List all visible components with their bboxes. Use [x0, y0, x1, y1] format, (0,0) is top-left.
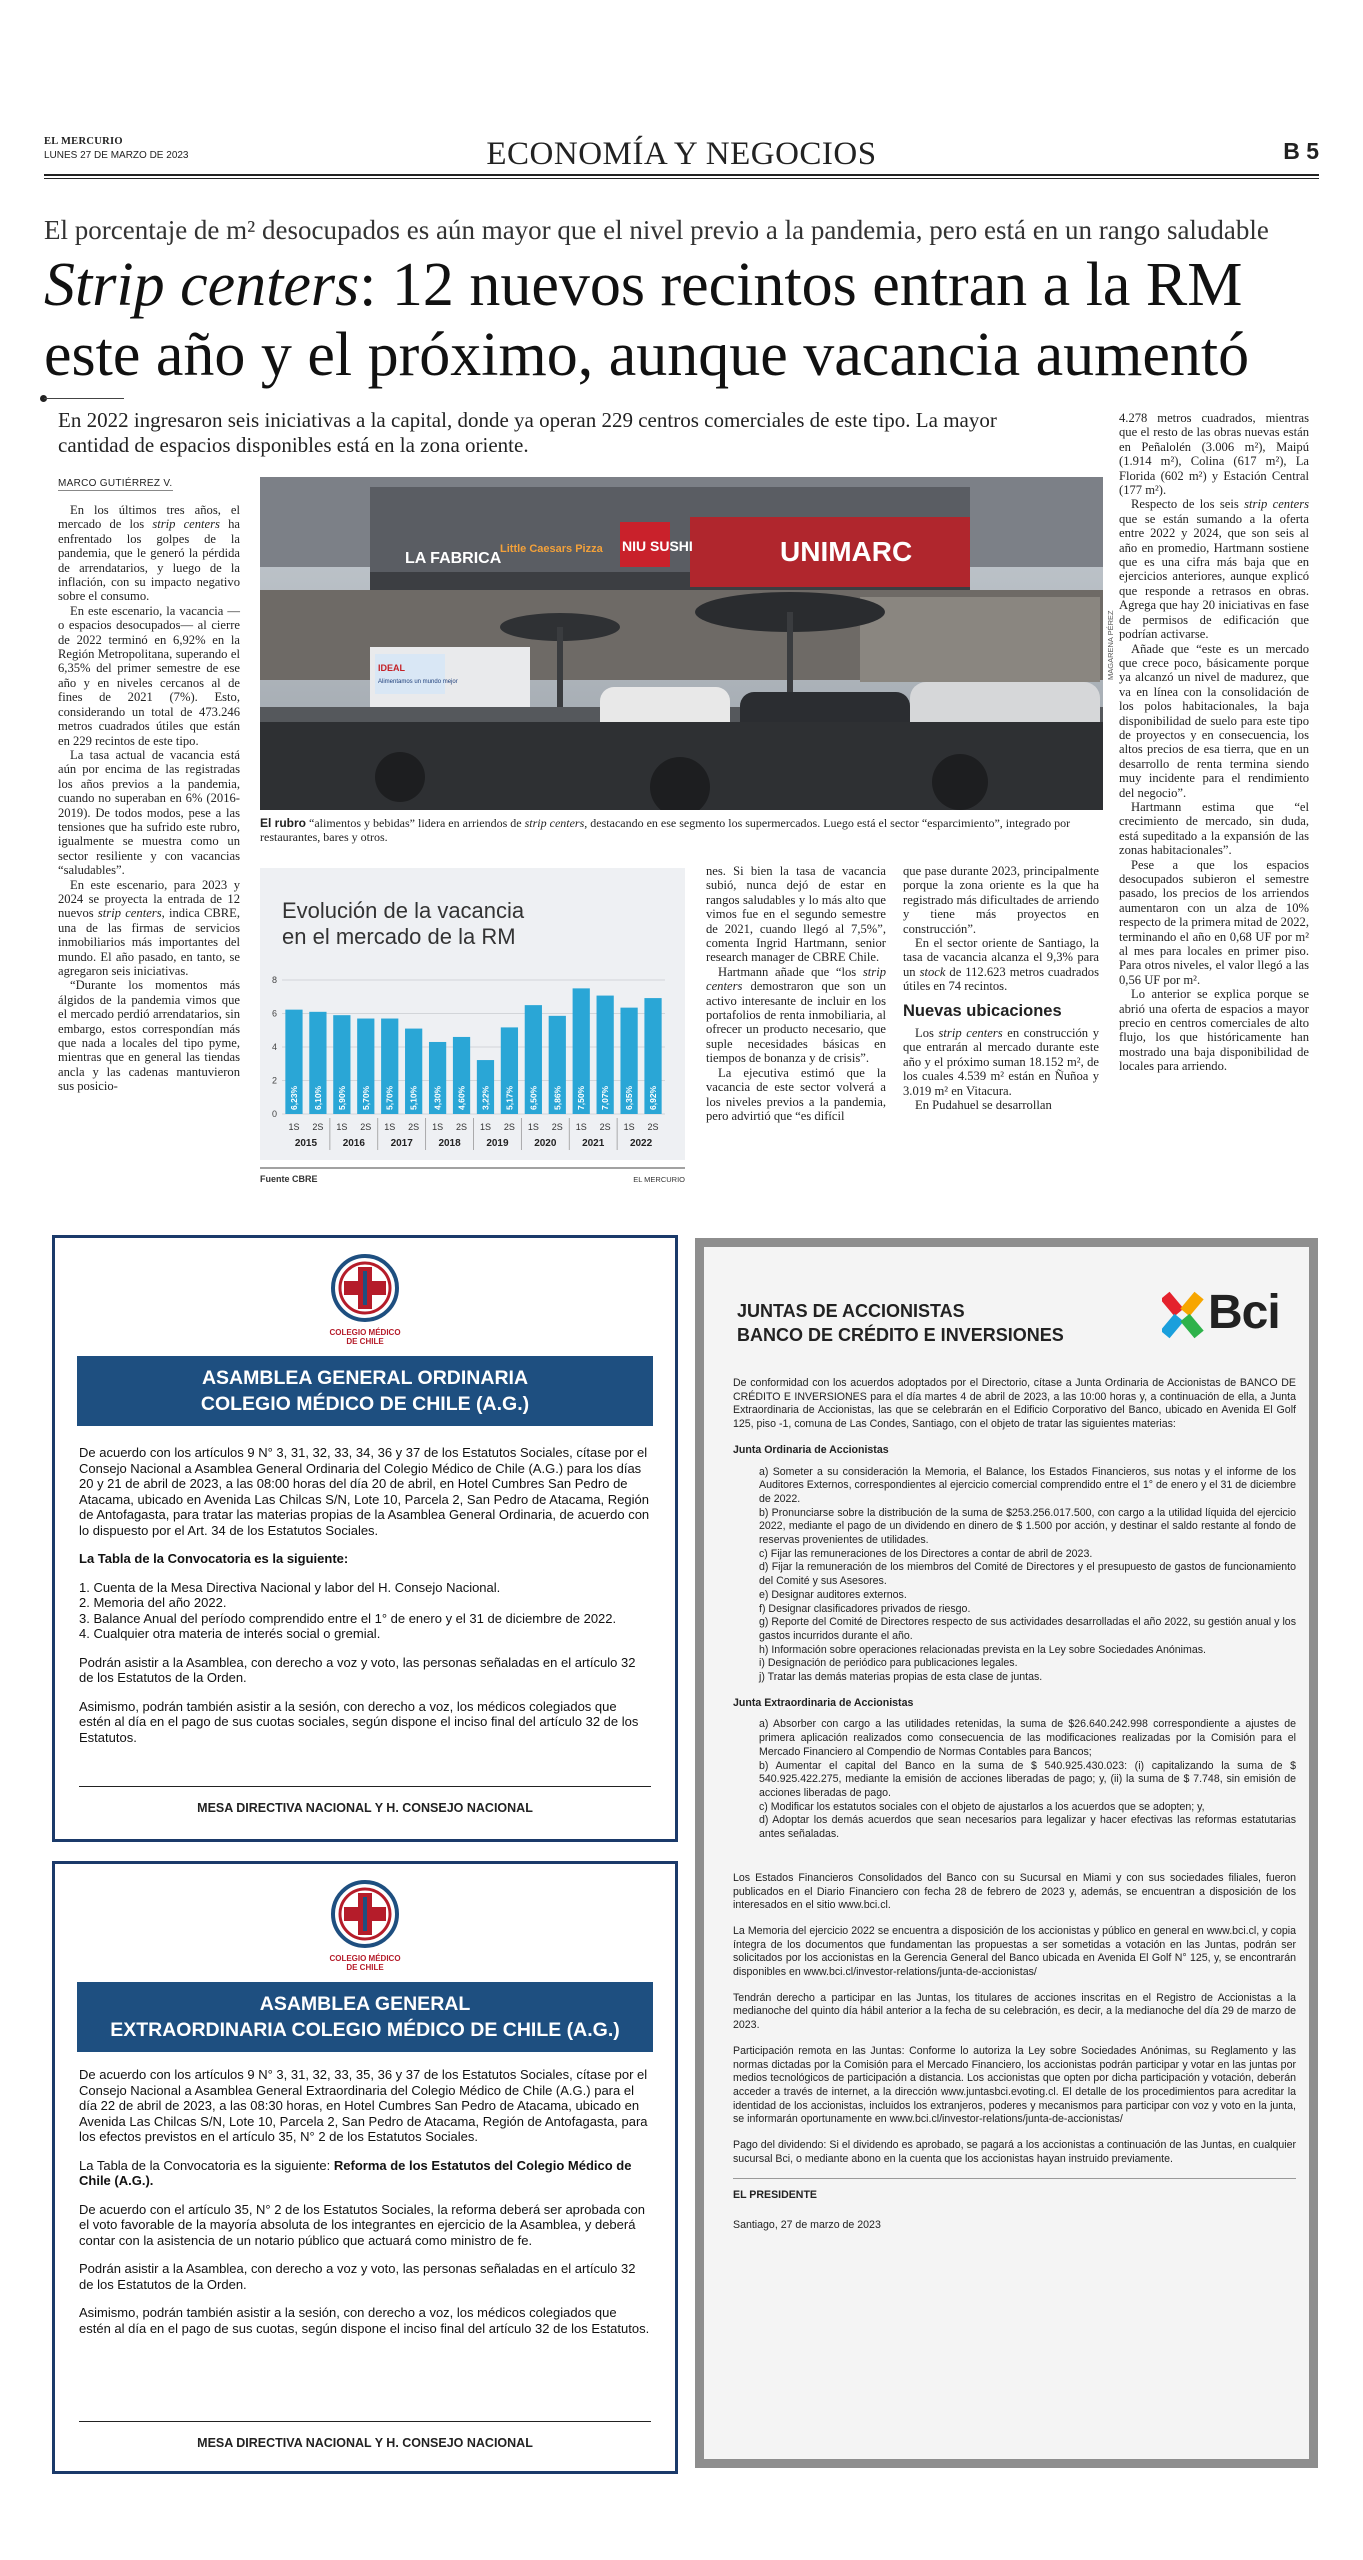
bar-value-label: 6,23%: [288, 1085, 299, 1110]
agenda-item: 4. Cualquier otra materia de interés social o gremial.: [79, 1626, 381, 1641]
notice-title-line1: ASAMBLEA GENERAL ORDINARIA: [201, 1367, 529, 1389]
paragraph: La ejecutiva estimó que la vacancia de este sector volverá a los niveles previos a la pandemia, pero advirtió que “es difícil: [706, 1065, 886, 1123]
logo-caption: COLEGIO MÉDICO DE CHILE: [329, 1954, 401, 1972]
x-tick-label: 2S: [456, 1122, 468, 1132]
bci-paragraph: Tendrán derecho a participar en las Juntas, los titulares de acciones inscritas en el Registro de Accionistas a la medianoche del quinto día hábil anterior a la fecha de su celebración, es decir, a la medianoche del día 29 de marzo de 2023.: [733, 1991, 1296, 2032]
x-tick-label: 2S: [312, 1122, 324, 1132]
notice-paragraph: De acuerdo con el artículo 35, N° 2 de los Estatutos Sociales, la reforma deberá ser aprobada con el voto favorable de la mayoría absoluta de los integrantes en ejercicio de la Asamblea, y deberá contar con la asistencia de un notario público que actuará como ministro de fe.: [79, 2201, 645, 2248]
headline-italic: Strip centers: [44, 251, 360, 319]
medical-cross-icon: [330, 1253, 400, 1323]
bar-value-label: 4,30%: [432, 1085, 443, 1110]
bci-x-icon: [1162, 1287, 1206, 1343]
bar-value-label: 5,70%: [384, 1085, 395, 1110]
paragraph: que pase durante 2023, principalmente porque la zona oriente es la que ha registrado más dificultades de arriendo y tiene más proyectos en construcción”.: [903, 864, 1099, 936]
paragraph: Respecto de los seis strip centers que se están sumando a la oferta entre 2022 y 2024, que son seis al año en promedio, Hartmann sostiene que es una cifra más baja que en ejercicios anteriores, aunque explicó que responde a retrasos en obras. Agrega que hay 20 iniciativas en fase de permisos de edificación que podrían activarse.: [1119, 497, 1309, 642]
agenda-item: b) Pronunciarse sobre la distribución de la suma de $253.256.017.500, con cargo a la utilidad líquida del ejercicio 2022, mediante el pago de un dividendo en dinero de $ 1.500 por acción, y destinar el saldo restante al fondo de reservas provenientes de utilidades.: [759, 1506, 1296, 1547]
x-tick-label: 2S: [647, 1122, 659, 1132]
notice-title-line2: COLEGIO MÉDICO DE CHILE (A.G.): [200, 1393, 530, 1415]
paragraph: nes. Si bien la tasa de vacancia subió, nunca dejó de estar en rangos saludables y lo más alto que vimos fue en el segundo semestre de 2021, cuando llegó al 7,5%”, comenta Ingrid Hartmann, senior research manager de CBRE Chile.: [706, 864, 886, 965]
bar-value-label: 7,07%: [600, 1085, 611, 1110]
bar-value-label: 5,10%: [408, 1085, 419, 1110]
page-number: B 5: [1283, 138, 1319, 164]
paragraph: “Durante los momentos más álgidos de la pandemia vimos que el mercado perdió arrendatarios, sin embargo, estos correspondían más que nada a locales del tipo pyme, mientras que en general las tiendas ancla y las cadenas mantuvieron sus posicio-: [58, 978, 240, 1094]
paragraph: Hartmann estima que “el crecimiento de mercado, sin duda, está supeditado a la expansión de las zonas habitacionales”.: [1119, 799, 1309, 858]
bar-value-label: 5,90%: [336, 1085, 347, 1110]
medical-cross-icon: [330, 1879, 400, 1949]
notice-paragraph: De acuerdo con los artículos 9 N° 3, 31, 32, 33, 34, 36 y 37 de los Estatutos Sociales, cítase por el Consejo Nacional a Asamblea General Ordinaria del Colegio Médico de Chile (A.G.) para los días 20 y 21 de abril de 2023, a las 08:00 horas del día 20 de abril, en Hotel Cumbres San Pedro de Atacama, ubicado en Avenida Las Chilcas S/N, Lote 10, Parcela 2, San Pedro de Atacama, Región de Antofagasta, para tratar las materias propias de la Asamblea General Ordinaria, de acuerdo con lo dispuesto por el Art. 34 de los Estatutos Sociales.: [79, 1445, 650, 1538]
publication-date: LUNES 27 DE MARZO DE 2023: [44, 150, 189, 161]
bci-logo: [1162, 1285, 1292, 1345]
bci-wordmark: Bci: [1208, 1286, 1280, 1339]
subsection-heading: Nuevas ubicaciones: [903, 1001, 1062, 1020]
agenda-item: c) Fijar las remuneraciones de los Directores a contar de abril de 2023.: [759, 1547, 1093, 1560]
agenda-item: b) Aumentar el capital del Banco en la suma de $ 540.925.430.023: (i) capitalizando la suma de $ 540.925.422.275, mediante la emisión de acciones liberadas de pago; y, (ii) la suma de $ 7.748, sin emisión de acciones liberadas de pago.: [759, 1759, 1296, 1799]
x-tick-label: 1S: [623, 1122, 635, 1132]
notice-asamblea-ordinaria: [52, 1235, 678, 1842]
x-year-label: 2017: [390, 1138, 413, 1149]
notice-paragraph: Asimismo, podrán también asistir a la sesión, con derecho a voz, los médicos colegiados que estén al día en el pago de sus cuotas sociales, según dispone el inciso final del artículo 32 de los Estatutos.: [79, 1698, 639, 1745]
article-column-3: [903, 864, 1099, 1113]
bci-place-date: Santiago, 27 de marzo de 2023: [733, 2219, 881, 2232]
chart-title-line2: en el mercado de la RM: [282, 924, 516, 949]
photo-credit: MAGARENA PÉREZ: [1106, 610, 1115, 680]
article-subhead: En 2022 ingresaron seis iniciativas a la capital, donde ya operan 229 centros comerciales de este tipo. La mayor cantidad de espacios disponibles está en la zona oriente.: [58, 408, 997, 457]
x-year-label: 2019: [486, 1138, 509, 1149]
extraordinaria-heading: Junta Extraordinaria de Accionistas: [733, 1696, 914, 1709]
y-tick-label: 0: [272, 1109, 278, 1119]
paragraph: En el sector oriente de Santiago, la tasa de vacancia alcanza el 9,3% para un stock de 112.623 metros cuadrados útiles en 74 recintos.: [903, 936, 1099, 994]
agenda-item: 3. Balance Anual del período comprendido entre el 1° de enero y el 31 de diciembre de 2022.: [79, 1610, 617, 1626]
colegio-medico-logo: [325, 1253, 405, 1348]
agenda-item: g) Reporte del Comité de Directores respecto de sus actividades desarrolladas el año 2022, su gestión anual y los gastos incurridos durante el año.: [759, 1616, 1296, 1642]
notice-title-line2: EXTRAORDINARIA COLEGIO MÉDICO DE CHILE (A.G.): [110, 2019, 620, 2041]
agenda-item: i) Designación de periódico para publicaciones legales.: [759, 1657, 1018, 1670]
paragraph: En Pudahuel se desarrollan: [915, 1098, 1052, 1113]
notice-paragraph: Podrán asistir a la Asamblea, con derecho a voz y voto, las personas señaladas en el artículo 32 de los Estatutos de la Orden.: [79, 1654, 636, 1685]
vacancy-chart-svg: [260, 868, 685, 1186]
notice-title-bar: [77, 1356, 653, 1426]
chart-source: Fuente CBRE: [260, 1174, 318, 1184]
bci-title-line2: BANCO DE CRÉDITO E INVERSIONES: [737, 1325, 1064, 1345]
agenda-item: 2. Memoria del año 2022.: [79, 1595, 227, 1610]
bar-value-label: 5,70%: [360, 1085, 371, 1110]
agenda-item: f) Designar clasificadores privados de riesgo.: [759, 1602, 971, 1615]
notice-asamblea-extraordinaria: [52, 1861, 678, 2474]
bar-value-label: 6,35%: [624, 1085, 635, 1110]
vacancy-chart: [260, 868, 685, 1186]
x-year-label: 2018: [438, 1138, 461, 1149]
paragraph: En los últimos tres años, el mercado de los strip centers ha enfrentado los golpes de la pandemia, que le generó la pérdida de arrendatarios, y luego de la inflación, con su impacto negativo sobre el consumo.: [58, 503, 240, 604]
x-tick-label: 1S: [384, 1122, 396, 1132]
x-tick-label: 1S: [479, 1122, 491, 1132]
logo-caption: COLEGIO MÉDICO DE CHILE: [329, 1328, 401, 1346]
paragraph: Los strip centers en construcción y que entrarán al mercado durante este año y el próximo suman 18.152 m², de los cuales 4.539 m² están en Ñuñoa y 3.019 m² en Vitacura.: [903, 1026, 1099, 1098]
x-tick-label: 1S: [527, 1122, 539, 1132]
byline: MARCO GUTIÉRREZ V.: [58, 478, 173, 489]
bci-signature: EL PRESIDENTE: [733, 2178, 1296, 2203]
tabla-heading: La Tabla de la Convocatoria es la siguiente:: [79, 1551, 349, 1566]
bci-paragraph: Pago del dividendo: Si el dividendo es aprobado, se pagará a los accionistas a continuación de las Juntas, en cualquier sucursal Bci, o mediante abono en la cuenta que los accionistas hayan instruido previamente.: [733, 2139, 1296, 2165]
paragraph: Añade que “este es un mercado que crece poco, básicamente porque ya alcanzó un nivel de madurez, que va en línea con la consolidación de los polos habitacionales, la baja disponibilidad de suelo para este tipo de proyectos y en consecuencia, los altos precios de esa tierra, que en un desarrollo de renta termina siendo muy incidente para el rendimiento del negocio”.: [1119, 641, 1309, 800]
notice-paragraph: Asimismo, podrán también asistir a la sesión, con derecho a voz, los médicos colegiados que estén al día en el pago de sus cuotas, según dispone el inciso final del artículo 32 de los Estatutos.: [79, 2305, 650, 2336]
notice-bci-juntas: [695, 1238, 1318, 2468]
y-tick-label: 2: [272, 1075, 278, 1086]
paragraph: En este escenario, para 2023 y 2024 se proyecta la entrada de 12 nuevos strip centers, indica CBRE, una de las firmas de servicios inmobiliarios más importantes del mundo. El año pasado, en tanto, se agregaron seis iniciativas.: [58, 877, 240, 978]
notice-body: [79, 1445, 651, 1758]
agenda-item: j) Tratar las demás materias propias de esta clase de juntas.: [759, 1671, 1043, 1684]
sign-niu-sushi: NIU SUSHI: [622, 538, 693, 554]
bar-value-label: 6,10%: [312, 1085, 323, 1110]
article-headline: [44, 250, 1334, 390]
agenda-item: a) Someter a su consideración la Memoria, el Balance, los Estados Financieros, sus notas y el informe de los Auditores Externos, correspondientes al ejercicio comercial comprendido entre el 1° de enero y el 31 de diciembre de 2022.: [759, 1465, 1296, 1505]
sign-unimarc: UNIMARC: [780, 536, 913, 567]
x-tick-label: 2S: [408, 1122, 420, 1132]
newspaper-name: EL MERCURIO: [44, 136, 123, 147]
notice-signature: MESA DIRECTIVA NACIONAL Y H. CONSEJO NACIONAL: [79, 2421, 651, 2450]
paragraph: En este escenario, la vacancia —o espacios desocupados— al cierre de 2022 terminó en 6,92% en la Región Metropolitana, superando el 6,35% del primer semestre de ese año y en niveles cercanos al de fines de 2021 (7%). Esto, considerando un total de 473.246 metros cuadrados útiles que están en 229 recintos de este tipo.: [58, 603, 240, 748]
agenda-item: d) Fijar la remuneración de los miembros del Comité de Directores y el presupuesto de gastos de funcionamiento del Comité y sus Asesores.: [759, 1561, 1296, 1588]
agenda-item: d) Adoptar los demás acuerdos que sean necesarios para legalizar y hacer efectivas las reformas estatutarias antes señaladas.: [759, 1814, 1296, 1841]
bar-value-label: 4,60%: [456, 1085, 467, 1110]
x-year-label: 2021: [582, 1138, 605, 1149]
paragraph: Pese a que los espacios desocupados subieron el semestre pasado, los precios de los arriendos aumentaron con un alza de 10% respecto de la primera mitad de 2022, terminando el año en 0,68 UF por m² al mes para locales en primer piso. Para otros niveles, el valor llegó a las 0,56 UF por m².: [1119, 857, 1309, 987]
notice-paragraph: De acuerdo con los artículos 9 N° 3, 31, 32, 33, 35, 36 y 37 de los Estatutos Sociales, cítase por el Consejo Nacional a Asamblea General Extraordinaria del Colegio Médico de Chile (A.G.) para el día 22 de abril de 2023, a las 08:30 horas, en Hotel Cumbres San Pedro de Atacama, ubicado en Avenida Las Chilcas S/N, Lote 10, Parcela 2, San Pedro de Atacama, Región de Antofagasta, para los efectos previstos en el artículo 35, N° 2 de los Estatutos Sociales.: [79, 2067, 648, 2144]
notice-paragraph: Podrán asistir a la Asamblea, con derecho a voz y voto, las personas señaladas en el artículo 32 de los Estatutos de la Orden.: [79, 2261, 636, 2292]
x-year-label: 2015: [294, 1138, 318, 1149]
agenda-item: e) Designar auditores externos.: [759, 1588, 907, 1601]
x-tick-label: 1S: [575, 1122, 587, 1132]
bci-title-line1: JUNTAS DE ACCIONISTAS: [737, 1301, 965, 1321]
chart-title-line1: Evolución de la vacancia: [282, 898, 525, 923]
agenda-list: [79, 1580, 651, 1642]
agenda-item: 1. Cuenta de la Mesa Directiva Nacional y labor del H. Consejo Nacional.: [79, 1579, 501, 1595]
x-year-label: 2016: [342, 1138, 365, 1149]
bci-paragraph: La Memoria del ejercicio 2022 se encuentra a disposición de los accionistas y público en general en www.bci.cl, y copia íntegra de los documentos que fundamentan las propuestas a ser sometidas a votación en las Juntas, podrán ser solicitados por los accionistas en la Gerencia General del Banco ubicada en Avenida El Golf N° 125, y, se encontrarán disponibles en www.bci.cl/investor-relations/junta-de-accionistas/: [733, 1924, 1296, 1979]
y-tick-label: 4: [272, 1042, 278, 1052]
agenda-item: c) Modificar los estatutos sociales con el objeto de ajustarlos a los acuerdos que se adopten; y,: [759, 1800, 1205, 1813]
x-tick-label: 1S: [432, 1122, 444, 1132]
sign-la-fabrica: LA FABRICA: [405, 550, 502, 567]
bar-value-label: 7,50%: [576, 1085, 587, 1110]
article-column-2: [706, 864, 886, 1123]
colegio-medico-logo: [325, 1879, 405, 1974]
notice-title-line1: ASAMBLEA GENERAL: [259, 1993, 471, 2015]
agenda-item: h) Información sobre operaciones relacionadas prevista en la Ley sobre Sociedades Anónimas.: [759, 1643, 1206, 1656]
tabla-lead: La Tabla de la Convocatoria es la siguiente:: [79, 2157, 334, 2173]
headline-text: : 12 nuevos recintos entran a la RM este año y el próximo, aunque vacancia aumentó: [44, 251, 1250, 389]
x-tick-label: 2S: [551, 1122, 563, 1132]
ordinaria-list: [733, 1466, 1296, 1685]
x-tick-label: 2S: [503, 1122, 515, 1132]
y-tick-label: 6: [272, 1008, 278, 1019]
bci-title: [737, 1299, 1064, 1347]
notice-signature: MESA DIRECTIVA NACIONAL Y H. CONSEJO NACIONAL: [79, 1786, 651, 1815]
article-photo: [260, 477, 1103, 810]
paragraph: 4.278 metros cuadrados, mientras que el resto de las obras nuevas están en Peñalolén (3.006 m²), Maipú (1.914 m²), Colina (617 m²), La Florida (602 m²) y Estación Central (177 m²).: [1119, 411, 1309, 498]
bci-paragraph: Los Estados Financieros Consolidados del Banco con su Sucursal en Miami y con sus sociedades filiales, fueron publicados en el Diario Financiero con fecha 28 de febrero de 2023 y, además, se encuentran a disposición de los interesados en el sitio www.bci.cl.: [733, 1871, 1296, 1912]
bci-intro: De conformidad con los acuerdos adoptados por el Directorio, cítase a Junta Ordinaria de Accionistas de BANCO DE CRÉDITO E INVERSIONES para el día martes 4 de abril de 2023, a las 10:00 horas y, a continuación de ella, a Junta Extraordinaria de Accionistas, las que se celebrarán en el Edificio Corporativo del Banco, ubicado en Avenida El Golf 125, piso -1, comuna de Las Condes, Santiago, con el objeto de tratar las siguientes materias:: [733, 1377, 1296, 1431]
paragraph: La tasa actual de vacancia está aún por encima de las registradas los años previos a la pandemia, cuando no superaban en 6% (2016-2019). De todos modos, pese a las tensiones que ha sufrido este rubro, igualmente se muestra como un sector resiliente y con vacancias “saludables”.: [58, 747, 240, 878]
masthead-rule: [44, 178, 1319, 179]
x-year-label: 2020: [534, 1138, 557, 1149]
x-tick-label: 2S: [599, 1122, 611, 1132]
bci-body: [733, 1377, 1296, 2233]
x-year-label: 2022: [629, 1138, 653, 1149]
truck-brand: IDEAL: [378, 663, 405, 673]
lead-rule: [44, 398, 124, 399]
ordinaria-heading: Junta Ordinaria de Accionistas: [733, 1443, 889, 1456]
x-tick-label: 2S: [360, 1122, 372, 1132]
sign-little-caesars: Little Caesars Pizza: [500, 543, 603, 555]
article-column-4: [1119, 411, 1309, 1074]
truck-slogan: Alimentamos un mundo mejor: [378, 679, 458, 685]
x-tick-label: 1S: [336, 1122, 348, 1132]
article-kicker: El porcentaje de m² desocupados es aún mayor que el nivel previo a la pandemia, pero está en un rango saludable: [44, 215, 1269, 245]
y-tick-label: 8: [272, 975, 278, 985]
agenda-item: a) Absorber con cargo a las utilidades retenidas, la suma de $26.640.242.998 correspondiente a ajustes de primera aplicación realizados como consecuencia de las modificaciones realizadas por la Comisión para el Mercado Financiero al Compendio de Normas Contables para Bancos;: [759, 1718, 1296, 1758]
photo-caption: [260, 816, 1103, 844]
section-title: ECONOMÍA Y NEGOCIOS: [486, 136, 877, 172]
tabla-paragraph: [79, 2158, 651, 2189]
bar-value-label: 6,92%: [648, 1085, 659, 1110]
bar-value-label: 5,17%: [504, 1085, 515, 1110]
storefront-illustration: [260, 477, 1103, 810]
bar-value-label: 5,86%: [552, 1085, 563, 1110]
tabla-bold: Reforma de los Estatutos del Colegio Médico de Chile (A.G.).: [79, 2157, 632, 2188]
bci-paragraph: Participación remota en las Juntas: Conforme lo autoriza la Ley sobre Sociedades Anónimas, su Reglamento y las normas dictadas por la Comisión para el Mercado Financiero, los accionistas podrán participar y votar en las juntas por medios tecnológicos de participación a distancia. Los accionistas que opten por dicha participación y votación, deberán acceder a través de internet, a la dirección www.juntasbci.evoting.cl. El detalle de los procedimientos para acreditar la identidad de los accionistas, incluidos los extranjeros, poderes y mecanismos para participar con voz y voto en la junta, se informarán oportunamente en www.bci.cl/investor-relations/junta-de-accionistas/: [733, 2044, 1296, 2126]
chart-publisher: EL MERCURIO: [633, 1175, 685, 1184]
x-tick-label: 1S: [288, 1122, 300, 1132]
bar-value-label: 6,50%: [528, 1085, 539, 1110]
caption-text: “alimentos y bebidas” lidera en arriendos de strip centers, destacando en ese segmento los supermercados. Luego está el sector “esparcimiento”, integrado por restaurantes, bares y otros.: [260, 816, 1071, 844]
paragraph: Lo anterior se explica porque se abrió una oferta de espacios a mayor precio en centros comerciales de alto flujo, los que históricamente han mostrado una baja disponibilidad de locales para arriendo.: [1119, 987, 1309, 1074]
notice-title-bar: [77, 1982, 653, 2052]
extraordinaria-list: [733, 1718, 1296, 1841]
masthead: [44, 136, 1319, 176]
notice-body: [79, 2067, 651, 2349]
paragraph: Hartmann añade que “los strip centers demostraron que son un activo interesante de incluir en los portafolios de renta inmobiliaria, al ofrecer un producto necesario, que suple necesidades básicas en tiempos de bonanza y de crisis”.: [706, 964, 886, 1066]
bar-value-label: 3,22%: [480, 1085, 491, 1110]
caption-lead: El rubro: [260, 816, 307, 830]
article-column-1: [58, 503, 240, 1094]
